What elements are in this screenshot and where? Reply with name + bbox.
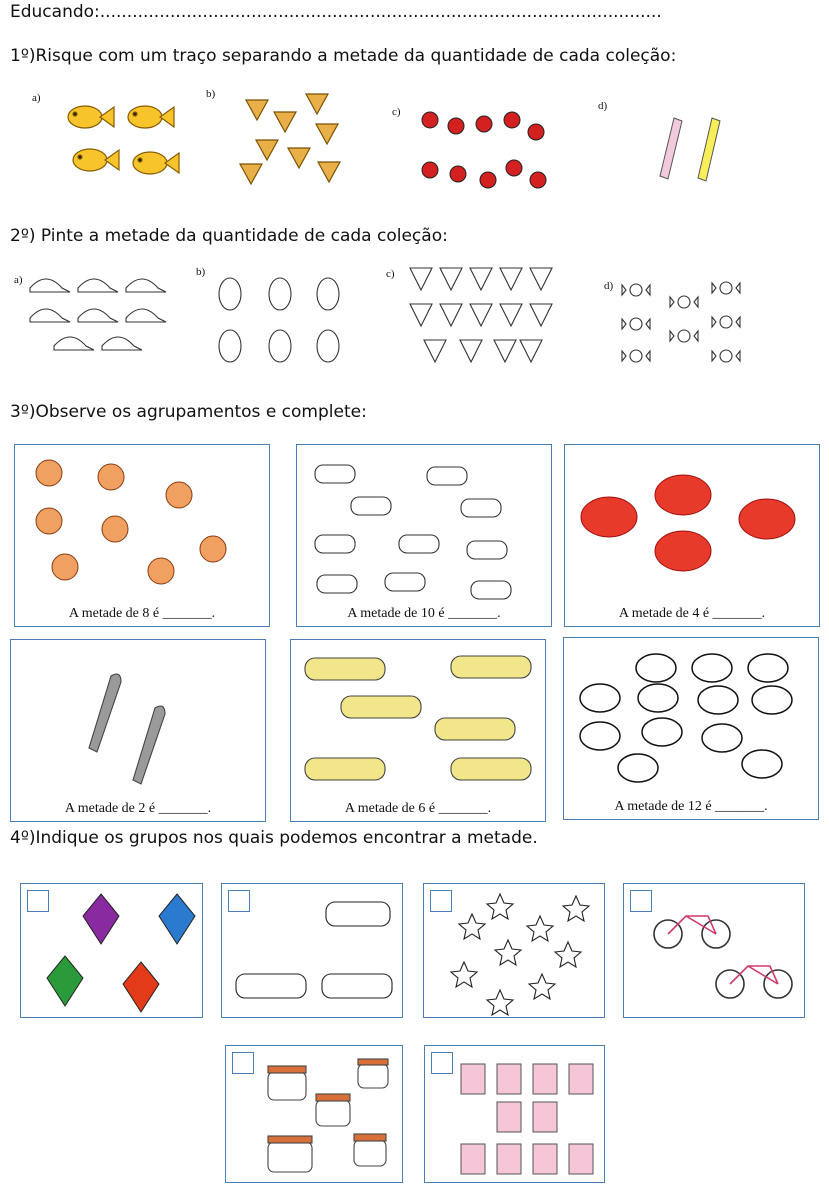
oval-icon bbox=[638, 684, 678, 712]
cat-collection bbox=[311, 457, 541, 597]
cat-icon bbox=[467, 541, 507, 559]
car-icon bbox=[435, 718, 515, 740]
wrapped-candy-icon bbox=[712, 282, 740, 294]
spinning-top-icon bbox=[530, 304, 552, 326]
notebook-collection bbox=[459, 1062, 599, 1182]
q2-top-collection bbox=[408, 264, 558, 374]
caption-half-of-2: A metade de 2 é _______. bbox=[64, 801, 212, 816]
question-1-title: 1º)Risque com um traço separando a metade da quantidade de cada coleção: bbox=[10, 46, 677, 66]
cat-icon bbox=[471, 581, 511, 599]
pencil-icon bbox=[698, 118, 720, 181]
pot-icon bbox=[268, 1066, 306, 1100]
group-kites bbox=[20, 883, 203, 1018]
star-icon bbox=[555, 942, 581, 967]
kite-icon bbox=[159, 894, 195, 944]
rose-icon bbox=[200, 536, 226, 562]
car-icon bbox=[451, 758, 531, 780]
car-collection bbox=[301, 652, 541, 792]
checkbox-stars[interactable] bbox=[430, 890, 452, 912]
spinning-top-icon bbox=[424, 340, 446, 362]
notebook-icon bbox=[497, 1064, 521, 1094]
cat-icon bbox=[399, 535, 439, 553]
fish-icon bbox=[68, 106, 114, 128]
spinning-top-icon bbox=[440, 268, 462, 290]
spinning-top-icon bbox=[256, 140, 278, 160]
bicycle-icon bbox=[654, 916, 730, 948]
police-car-collection bbox=[230, 898, 400, 1008]
oval-icon bbox=[580, 722, 620, 750]
notebook-icon bbox=[569, 1064, 593, 1094]
cap-icon bbox=[78, 309, 118, 322]
cat-icon bbox=[385, 573, 425, 591]
group-flowers bbox=[14, 444, 270, 627]
ladybug-icon bbox=[476, 116, 492, 132]
q2-wrapped-candy-collection bbox=[622, 280, 747, 365]
rose-icon bbox=[36, 460, 62, 486]
candy-icon bbox=[317, 278, 339, 310]
ladybug-icon bbox=[530, 172, 546, 188]
cap-icon bbox=[126, 279, 166, 292]
spinning-top-icon bbox=[440, 304, 462, 326]
q2-cap-collection bbox=[28, 268, 173, 353]
star-icon bbox=[487, 990, 513, 1015]
spinning-top-icon bbox=[500, 268, 522, 290]
star-collection bbox=[450, 890, 600, 1015]
q1-label-b: b) bbox=[206, 88, 216, 100]
group-apples bbox=[564, 444, 820, 627]
oval-icon bbox=[642, 718, 682, 746]
oval-icon bbox=[742, 750, 782, 778]
spinning-top-icon bbox=[410, 268, 432, 290]
oval-icon bbox=[618, 754, 658, 782]
pot-icon bbox=[316, 1094, 350, 1126]
oval-icon bbox=[748, 654, 788, 682]
car-icon bbox=[451, 656, 531, 678]
q2-label-c: c) bbox=[386, 268, 395, 280]
oval-collection bbox=[576, 652, 806, 782]
pot-icon bbox=[358, 1059, 388, 1088]
cap-icon bbox=[30, 309, 70, 322]
oval-icon bbox=[636, 654, 676, 682]
caption-half-of-12: A metade de 12 é _______. bbox=[614, 799, 768, 814]
rose-icon bbox=[148, 558, 174, 584]
wrapped-candy-icon bbox=[670, 296, 698, 308]
fish-icon bbox=[73, 149, 119, 171]
question-3-title: 3º)Observe os agrupamentos e complete: bbox=[10, 402, 367, 422]
apple-icon bbox=[655, 531, 711, 571]
cap-icon bbox=[78, 279, 118, 292]
police-car-icon bbox=[326, 902, 390, 926]
car-icon bbox=[305, 658, 385, 680]
caption-half-of-10: A metade de 10 é _______. bbox=[347, 606, 501, 621]
spinning-top-icon bbox=[494, 340, 516, 362]
q1-ladybug-collection bbox=[418, 108, 553, 193]
ladybug-icon bbox=[422, 162, 438, 178]
spinning-top-icon bbox=[246, 100, 268, 120]
group-stars bbox=[423, 883, 605, 1018]
spinning-top-icon bbox=[316, 124, 338, 144]
spinning-top-icon bbox=[500, 304, 522, 326]
spinning-top-icon bbox=[288, 148, 310, 168]
wrapped-candy-icon bbox=[712, 316, 740, 328]
q2-label-a: a) bbox=[14, 274, 23, 286]
kite-icon bbox=[123, 962, 159, 1012]
group-notebooks bbox=[424, 1045, 605, 1183]
umbrella-icon bbox=[133, 706, 165, 784]
bicycle-collection bbox=[650, 900, 800, 1010]
group-cats bbox=[296, 444, 552, 627]
ladybug-icon bbox=[422, 112, 438, 128]
pot-collection bbox=[262, 1054, 402, 1179]
police-car-icon bbox=[322, 974, 392, 998]
notebook-icon bbox=[497, 1144, 521, 1174]
cap-icon bbox=[102, 337, 142, 350]
cat-icon bbox=[351, 497, 391, 515]
rose-icon bbox=[98, 464, 124, 490]
rose-icon bbox=[102, 516, 128, 542]
oval-icon bbox=[580, 684, 620, 712]
cat-icon bbox=[315, 465, 355, 483]
spinning-top-icon bbox=[460, 340, 482, 362]
pot-icon bbox=[268, 1136, 312, 1172]
group-ovals bbox=[563, 637, 819, 820]
q2-label-d: d) bbox=[604, 280, 614, 292]
bicycle-icon bbox=[716, 966, 792, 998]
ladybug-icon bbox=[450, 166, 466, 182]
fish-icon bbox=[128, 106, 174, 128]
oval-icon bbox=[752, 686, 792, 714]
group-cars bbox=[290, 639, 546, 822]
wrapped-candy-icon bbox=[622, 284, 650, 296]
wrapped-candy-icon bbox=[622, 318, 650, 330]
cap-icon bbox=[126, 309, 166, 322]
checkbox-notebooks[interactable] bbox=[431, 1052, 453, 1074]
spinning-top-icon bbox=[470, 268, 492, 290]
cat-icon bbox=[427, 467, 467, 485]
kite-icon bbox=[47, 956, 83, 1006]
notebook-icon bbox=[533, 1144, 557, 1174]
ladybug-icon bbox=[506, 160, 522, 176]
notebook-icon bbox=[461, 1064, 485, 1094]
candy-icon bbox=[269, 278, 291, 310]
flower-collection bbox=[29, 459, 259, 599]
question-4-title: 4º)Indique os grupos nos quais podemos encontrar a metade. bbox=[10, 828, 538, 848]
caption-half-of-6: A metade de 6 é _______. bbox=[344, 801, 492, 816]
cap-icon bbox=[54, 337, 94, 350]
group-umbrellas bbox=[10, 639, 266, 822]
umbrella-icon bbox=[89, 674, 121, 752]
q2-label-b: b) bbox=[196, 266, 206, 278]
fish-icon bbox=[133, 152, 179, 174]
group-bicycles bbox=[623, 883, 805, 1018]
star-icon bbox=[487, 894, 513, 919]
rose-icon bbox=[166, 482, 192, 508]
notebook-icon bbox=[533, 1064, 557, 1094]
question-2-title: 2º) Pinte a metade da quantidade de cada coleção: bbox=[10, 226, 448, 246]
kite-collection bbox=[41, 892, 201, 1012]
notebook-icon bbox=[497, 1102, 521, 1132]
group-police-cars bbox=[221, 883, 403, 1018]
candy-icon bbox=[269, 330, 291, 362]
rose-icon bbox=[52, 554, 78, 580]
rose-icon bbox=[36, 508, 62, 534]
pencil-icon bbox=[660, 118, 682, 179]
spinning-top-icon bbox=[274, 112, 296, 132]
spinning-top-icon bbox=[240, 164, 262, 184]
wrapped-candy-icon bbox=[622, 350, 650, 362]
star-icon bbox=[451, 962, 477, 987]
ladybug-icon bbox=[504, 112, 520, 128]
checkbox-pots[interactable] bbox=[232, 1052, 254, 1074]
car-icon bbox=[305, 758, 385, 780]
cat-icon bbox=[461, 499, 501, 517]
candy-icon bbox=[219, 278, 241, 310]
apple-icon bbox=[581, 497, 637, 537]
notebook-icon bbox=[461, 1144, 485, 1174]
cat-icon bbox=[315, 535, 355, 553]
notebook-icon bbox=[569, 1144, 593, 1174]
notebook-icon bbox=[533, 1102, 557, 1132]
spinning-top-icon bbox=[520, 340, 542, 362]
star-icon bbox=[527, 916, 553, 941]
q1-label-d: d) bbox=[598, 100, 608, 112]
star-icon bbox=[495, 940, 521, 965]
star-icon bbox=[529, 974, 555, 999]
star-icon bbox=[563, 896, 589, 921]
oval-icon bbox=[698, 686, 738, 714]
ladybug-icon bbox=[448, 118, 464, 134]
q1-pencil-collection bbox=[654, 112, 729, 182]
pot-icon bbox=[354, 1134, 386, 1166]
spinning-top-icon bbox=[470, 304, 492, 326]
spinning-top-icon bbox=[318, 162, 340, 182]
caption-half-of-4: A metade de 4 é _______. bbox=[618, 606, 766, 621]
apple-icon bbox=[739, 499, 795, 539]
umbrella-collection bbox=[71, 668, 191, 788]
educando-line[interactable]: Educando:........................................................................................................ bbox=[10, 2, 662, 22]
candy-icon bbox=[219, 330, 241, 362]
kite-icon bbox=[83, 894, 119, 944]
ladybug-icon bbox=[528, 124, 544, 140]
checkbox-bicycles[interactable] bbox=[630, 890, 652, 912]
q1-fish-collection bbox=[60, 95, 180, 190]
star-icon bbox=[459, 914, 485, 939]
cap-icon bbox=[30, 279, 70, 292]
wrapped-candy-icon bbox=[712, 350, 740, 362]
q1-top-collection bbox=[236, 90, 346, 190]
spinning-top-icon bbox=[410, 304, 432, 326]
car-icon bbox=[341, 696, 421, 718]
oval-icon bbox=[702, 724, 742, 752]
cat-icon bbox=[317, 575, 357, 593]
spinning-top-icon bbox=[530, 268, 552, 290]
spinning-top-icon bbox=[306, 94, 328, 114]
candy-icon bbox=[317, 330, 339, 362]
q1-label-a: a) bbox=[32, 92, 41, 104]
apple-icon bbox=[655, 475, 711, 515]
group-pots bbox=[225, 1045, 403, 1183]
caption-half-of-8: A metade de 8 é _______. bbox=[68, 606, 216, 621]
q2-candy-collection bbox=[216, 264, 346, 374]
q1-label-c: c) bbox=[392, 106, 401, 118]
apple-collection bbox=[579, 473, 809, 573]
oval-icon bbox=[692, 654, 732, 682]
police-car-icon bbox=[236, 974, 306, 998]
ladybug-icon bbox=[480, 172, 496, 188]
wrapped-candy-icon bbox=[670, 330, 698, 342]
